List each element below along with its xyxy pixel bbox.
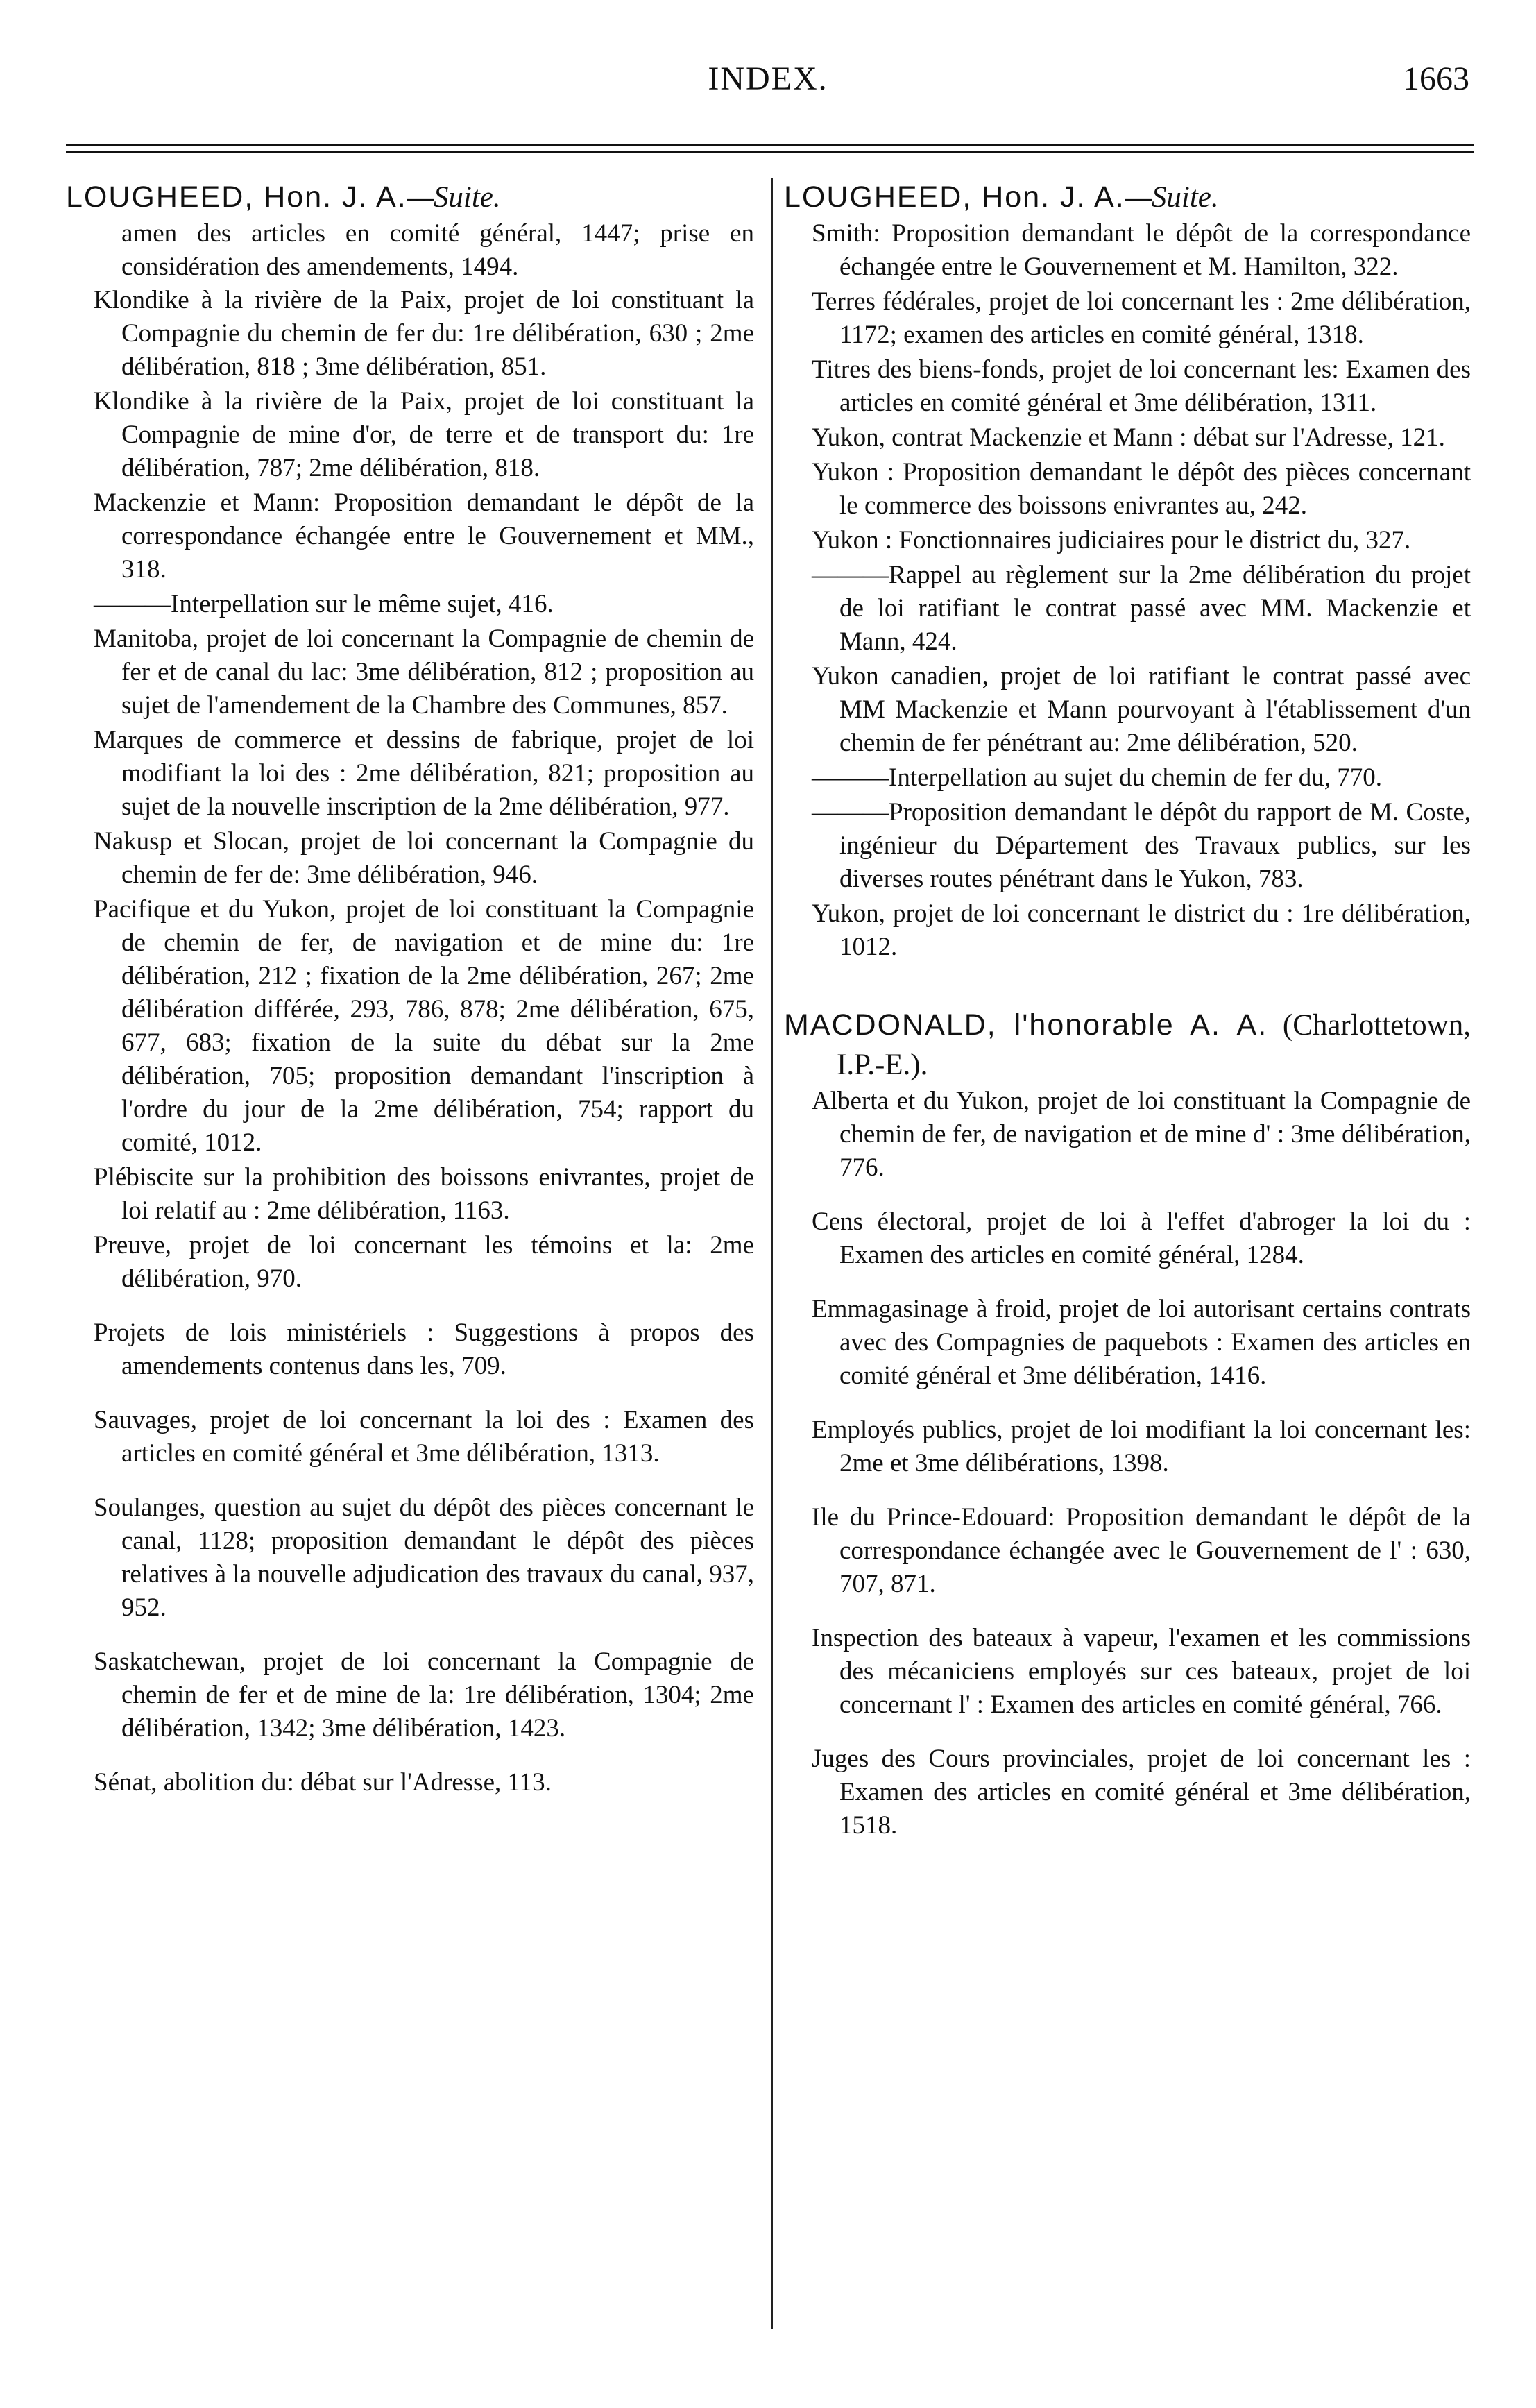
- index-entry: Terres fédérales, projet de loi concernant les : 2me délibération, 1172; examen des articles en comité général, 1318.: [812, 287, 1471, 349]
- index-entry: Sauvages, projet de loi concernant la loi des : Examen des articles en comité général et 3me délibération, 1313.: [94, 1406, 754, 1468]
- index-heading: [66, 178, 754, 217]
- index-entry: ———Rappel au règlement sur la 2me délibération du projet de loi ratifiant le contrat passé avec MM. Mackenzie et Mann, 424.: [812, 561, 1471, 656]
- index-entry: Ile du Prince-Edouard: Proposition demandant le dépôt de la correspondance échangée avec le Gouvernement de l' : 630, 707, 871.: [812, 1503, 1471, 1598]
- index-entry: Employés publics, projet de loi modifiant la loi concernant les: 2me et 3me délibérations, 1398.: [812, 1416, 1471, 1477]
- page-header: [0, 60, 1536, 115]
- heading-name: LOUGHEED, Hon. J. A.: [66, 180, 407, 214]
- index-entry: ———Interpellation sur le même sujet, 416.: [94, 590, 554, 618]
- index-entry: ———Proposition demandant le dépôt du rapport de M. Coste, ingénieur du Département des Travaux publics, sur les diverses routes pénétrant dans le Yukon, 783.: [812, 798, 1471, 893]
- header-rule: [66, 144, 1474, 146]
- index-entry: Yukon : Fonctionnaires judiciaires pour le district du, 327.: [812, 526, 1411, 554]
- index-entry: Pacifique et du Yukon, projet de loi constituant la Compagnie de chemin de fer, de navigation et de mine du: 1re délibération, 212 ; fixation de la 2me délibération, 267; 2me délibération différée, 293, 786, 878; 2me délibération, 675, 677, 683; fixation de la suite du débat sur la 2me délibération, 705; proposition demandant l'inscription à l'ordre du jour de la 2me délibération, 754; rapport du comité, 1012.: [94, 895, 754, 1157]
- index-entry: Cens électoral, projet de loi à l'effet d'abroger la loi du : Examen des articles en comité général, 1284.: [812, 1207, 1471, 1269]
- index-heading: [784, 1006, 1471, 1085]
- heading-name: MACDONALD, l'honorable A. A.: [784, 1008, 1268, 1042]
- index-entry: Emmagasinage à froid, projet de loi autorisant certains contrats avec des Compagnies de paquebots : Examen des articles en comité général et 3me délibération, 1416.: [812, 1295, 1471, 1390]
- heading-suffix: (Charlottetown, I.P.-E.).: [837, 1009, 1471, 1081]
- index-entry: Sénat, abolition du: débat sur l'Adresse, 113.: [94, 1768, 552, 1797]
- index-entry: Klondike à la rivière de la Paix, projet de loi constituant la Compagnie du chemin de fer du: 1re délibération, 630 ; 2me délibération, 818 ; 3me délibération, 851.: [94, 286, 754, 381]
- index-entry: Yukon canadien, projet de loi ratifiant le contrat passé avec MM Mackenzie et Mann pourvoyant à l'établissement d'un chemin de fer pénétrant au: 2me délibération, 520.: [812, 662, 1471, 757]
- index-entry: Plébiscite sur la prohibition des boissons enivrantes, projet de loi relatif au : 2me délibération, 1163.: [94, 1163, 754, 1225]
- page-title: INDEX.: [708, 60, 828, 97]
- index-entry: Yukon, projet de loi concernant le district du : 1re délibération, 1012.: [812, 899, 1471, 961]
- heading-suffix: —Suite.: [1125, 181, 1219, 214]
- index-heading: [784, 178, 1471, 217]
- page-number: 1663: [1403, 60, 1469, 97]
- index-entry: Soulanges, question au sujet du dépôt des pièces concernant le canal, 1128; proposition demandant le dépôt des pièces relatives à la nouvelle adjudication des travaux du canal, 937, 952.: [94, 1493, 754, 1622]
- index-entry: Saskatchewan, projet de loi concernant la Compagnie de chemin de fer et de mine de la: 1re délibération, 1304; 2me délibération, 1342; 3me délibération, 1423.: [94, 1647, 754, 1743]
- left-column: [66, 178, 754, 1801]
- continuation-text: amen des articles en comité général, 1447; prise en considération des amendements, 1494.: [121, 219, 754, 281]
- column-divider: [771, 178, 773, 2329]
- index-entry: Yukon, contrat Mackenzie et Mann : débat sur l'Adresse, 121.: [812, 423, 1445, 452]
- index-entry: Projets de lois ministériels : Suggestions à propos des amendements contenus dans les, 709.: [94, 1319, 754, 1380]
- index-entry: Preuve, projet de loi concernant les témoins et la: 2me délibération, 970.: [94, 1231, 754, 1293]
- index-entry: Manitoba, projet de loi concernant la Compagnie de chemin de fer et de canal du lac: 3me délibération, 812 ; proposition au sujet de l'amendement de la Chambre des Communes, 857.: [94, 625, 754, 720]
- heading-name: LOUGHEED, Hon. J. A.: [784, 180, 1125, 214]
- heading-suffix: —Suite.: [407, 181, 501, 214]
- index-entry: Nakusp et Slocan, projet de loi concernant la Compagnie du chemin de fer de: 3me délibération, 946.: [94, 827, 754, 889]
- index-entry: Klondike à la rivière de la Paix, projet de loi constituant la Compagnie de mine d'or, de terre et de transport du: 1re délibération, 787; 2me délibération, 818.: [94, 387, 754, 482]
- index-entry: Yukon : Proposition demandant le dépôt des pièces concernant le commerce des boissons enivrantes au, 242.: [812, 458, 1471, 520]
- index-entry: Titres des biens-fonds, projet de loi concernant les: Examen des articles en comité général et 3me délibération, 1311.: [812, 355, 1471, 417]
- index-entry: Alberta et du Yukon, projet de loi constituant la Compagnie de chemin de fer, de navigation et de mine d' : 3me délibération, 776.: [812, 1087, 1471, 1182]
- index-entry: Marques de commerce et dessins de fabrique, projet de loi modifiant la loi des : 2me délibération, 821; proposition au sujet de la nouvelle inscription de la 2me délibération, 977.: [94, 726, 754, 821]
- index-entry: Smith: Proposition demandant le dépôt de la correspondance échangée entre le Gouvernement et M. Hamilton, 322.: [812, 219, 1471, 281]
- index-entry: Inspection des bateaux à vapeur, l'examen et les commissions des mécaniciens employés sur ces bateaux, projet de loi concernant l' : Examen des articles en comité général, 766.: [812, 1624, 1471, 1719]
- header-rule-secondary: [66, 151, 1474, 153]
- index-entry: Mackenzie et Mann: Proposition demandant le dépôt de la correspondance échangée entre le Gouvernement et MM., 318.: [94, 489, 754, 584]
- right-column: [784, 178, 1471, 1844]
- index-entry: Juges des Cours provinciales, projet de loi concernant les : Examen des articles en comité général et 3me délibération, 1518.: [812, 1745, 1471, 1840]
- index-entry: ———Interpellation au sujet du chemin de fer du, 770.: [812, 763, 1383, 792]
